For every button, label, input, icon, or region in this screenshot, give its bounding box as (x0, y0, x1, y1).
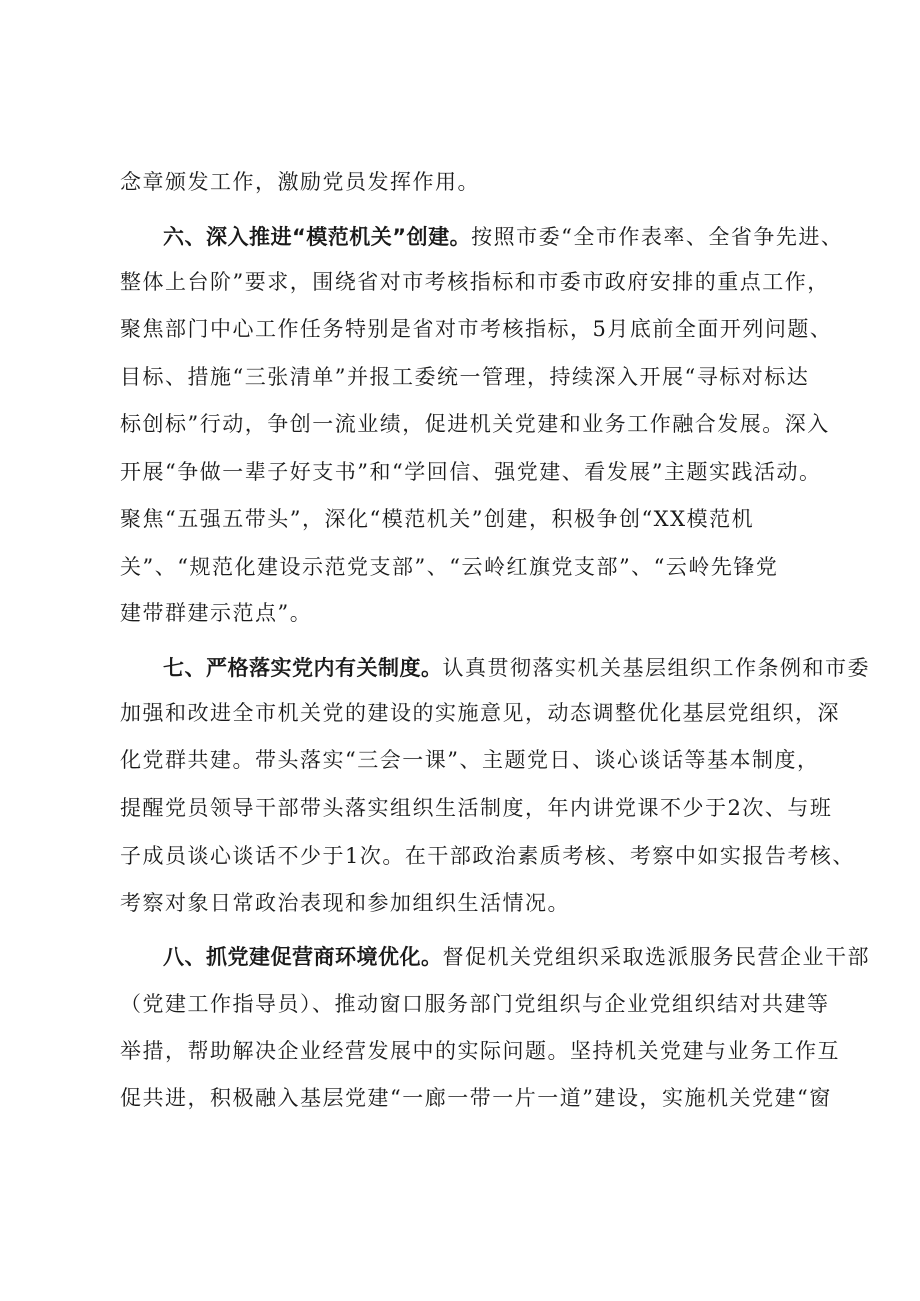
paragraph-line: 整体上台阶”要求，围绕省对市考核指标和市委市政府安排的重点工作， (120, 270, 830, 294)
paragraph-line: 标创标”行动，争创一流业绩，促进机关党建和业务工作融合发展。深入 (120, 412, 830, 436)
paragraph-first-line (163, 653, 870, 683)
section-heading-8: 八、抓党建促营商环境优化。 (163, 945, 443, 969)
paragraph-first-line (163, 222, 843, 252)
paragraph-line: 念章颁发工作，激励党员发挥作用。 (120, 170, 480, 194)
paragraph-text: 督促机关党组织采取选派服务民营企业干部 (442, 945, 870, 969)
paragraph-line: 促共进，积极融入基层党建“一廊一带一片一道”建设，实施机关党建“窗 (120, 1086, 832, 1110)
paragraph-line: 关”、“规范化建设示范党支部”、“云岭红旗党支部”、“云岭先锋党 (120, 555, 779, 579)
paragraph-line: 考察对象日常政治表现和参加组织生活情况。 (120, 891, 570, 915)
paragraph-line: 聚焦“五强五带头”，深化“模范机关”创建，积极争创“XX模范机 (120, 507, 755, 531)
paragraph-line: 提醒党员领导干部带头落实组织生活制度，年内讲党课不少于2次、与班 (120, 796, 833, 820)
paragraph-line: （党建工作指导员）、推动窗口服务部门党组织与企业党组织结对共建等 (120, 992, 830, 1016)
paragraph-text: 认真贯彻落实机关基层组织工作条例和市委 (442, 656, 870, 680)
paragraph-line: 建带群建示范点”。 (120, 601, 313, 625)
paragraph-line: 聚焦部门中心工作任务特别是省对市考核指标，5月底前全面开列问题、 (120, 317, 833, 341)
paragraph-line: 举措，帮助解决企业经营发展中的实际问题。坚持机关党建与业务工作互 (120, 1039, 840, 1063)
paragraph-line: 子成员谈心谈话不少于1次。在干部政治素质考核、考察中如实报告考核、 (120, 844, 855, 868)
paragraph-text: 按照市委“全市作表率、全省争先进、 (471, 225, 844, 249)
section-heading-6: 六、深入推进“模范机关”创建。 (163, 225, 472, 249)
paragraph-line: 目标、措施“三张清单”并报工委统一管理，持续深入开展“寻标对标达 (120, 365, 810, 389)
paragraph-line: 化党群共建。带头落实“三会一课”、主题党日、谈心谈话等基本制度， (120, 748, 820, 772)
paragraph-first-line (163, 942, 870, 972)
paragraph-line: 开展“争做一辈子好支书”和“学回信、强党建、看发展”主题实践活动。 (120, 460, 822, 484)
section-heading-7: 七、严格落实党内有关制度。 (163, 656, 443, 680)
paragraph-line: 加强和改进全市机关党的建设的实施意见，动态调整优化基层党组织，深 (120, 701, 840, 725)
